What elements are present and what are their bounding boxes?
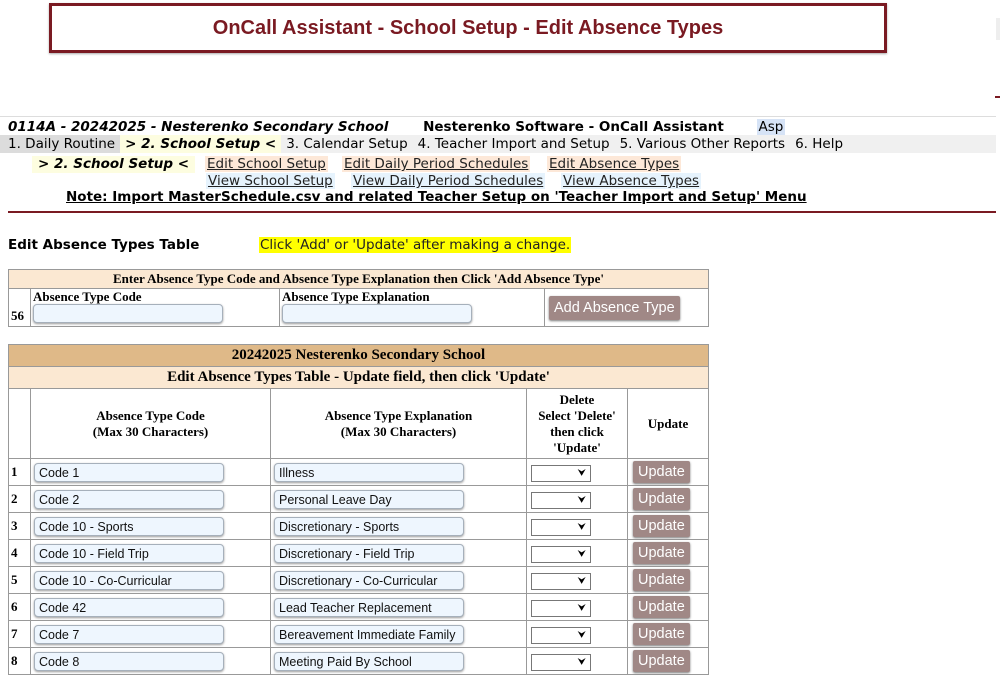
chevron-down-icon: ⮟ [577,629,586,641]
explanation-input[interactable]: Discretionary - Field Trip [274,544,464,563]
row-number: 8 [9,648,31,675]
page-title-box [49,3,887,53]
delete-select[interactable] [531,573,591,590]
add-absence-type-form [8,269,709,327]
row-number: 4 [9,540,31,567]
header-code-line2: (Max 30 Characters) [92,423,209,439]
header-code-line1: Absence Type Code [96,407,205,423]
nav-school-setup[interactable]: > 2. School Setup < [120,135,281,153]
update-button[interactable]: Update [633,569,690,591]
delete-select[interactable] [531,600,591,617]
divider [0,116,996,117]
row-number: 2 [9,486,31,513]
nav-calendar-setup[interactable]: 3. Calendar Setup [286,136,408,152]
divider [8,211,996,213]
update-button[interactable]: Update [633,488,690,510]
row-number: 5 [9,567,31,594]
update-button[interactable]: Update [633,596,690,618]
table-row [9,567,709,594]
table-row [9,459,709,486]
delete-select[interactable] [531,519,591,536]
import-note-link[interactable]: Note: Import MasterSchedule.csv and related Teacher Setup on 'Teacher Import and Setup' Menu [66,189,807,205]
table-row [9,648,709,675]
add-form-caption: Enter Absence Type Code and Absence Type Explanation then Click 'Add Absence Type' [9,270,709,289]
explanation-input[interactable]: Discretionary - Sports [274,517,464,536]
delete-select[interactable] [531,654,591,671]
header-explanation [271,389,527,459]
new-code-input[interactable] [33,304,223,323]
table-row [9,513,709,540]
absence-types-table [8,344,709,675]
header-exp-line1: Absence Type Explanation [324,407,473,423]
update-button[interactable]: Update [633,623,690,645]
link-edit-daily-period-schedules[interactable]: Edit Daily Period Schedules [344,156,529,172]
link-view-daily-period-schedules[interactable]: View Daily Period Schedules [353,173,544,189]
software-name: Nesterenko Software - OnCall Assistant [423,119,724,135]
update-button[interactable]: Update [633,650,690,672]
nav-other-reports[interactable]: 5. Various Other Reports [619,136,786,152]
table-row [9,594,709,621]
chevron-down-icon: ⮟ [577,521,586,533]
subnav-active: > 2. School Setup < [32,156,195,173]
explanation-input[interactable]: Lead Teacher Replacement [274,598,464,617]
header-exp-line2: (Max 30 Characters) [340,423,457,439]
delete-select[interactable] [531,546,591,563]
school-name: 0114A - 20242025 - Nesterenko Secondary School [8,119,389,135]
link-edit-absence-types[interactable]: Edit Absence Types [549,156,680,172]
row-number: 6 [9,594,31,621]
chevron-down-icon: ⮟ [577,602,586,614]
header-update: Update [628,389,709,459]
explanation-input[interactable]: Illness [274,463,464,482]
chevron-down-icon: ⮟ [577,494,586,506]
header-line [8,119,785,135]
link-view-absence-types[interactable]: View Absence Types [563,173,700,189]
row-number: 7 [9,621,31,648]
delete-select[interactable] [531,627,591,644]
code-input[interactable]: Code 10 - Sports [34,517,224,536]
asp-label: Asp [758,119,784,135]
header-delete [527,389,628,459]
divider [995,96,1000,98]
code-input[interactable]: Code 8 [34,652,224,671]
table-row [9,540,709,567]
code-input[interactable]: Code 42 [34,598,224,617]
update-button[interactable]: Update [633,515,690,537]
link-view-school-setup[interactable]: View School Setup [208,173,333,189]
edit-caption: Edit Absence Types Table - Update field, then click 'Update' [9,367,709,389]
explanation-label: Absence Type Explanation [282,289,430,304]
chevron-down-icon: ⮟ [577,548,586,560]
link-edit-school-setup[interactable]: Edit School Setup [207,156,326,172]
add-absence-type-button[interactable]: Add Absence Type [549,296,680,320]
code-input[interactable]: Code 10 - Field Trip [34,544,224,563]
chevron-down-icon: ⮟ [577,467,586,479]
nav-help[interactable]: 6. Help [795,136,844,152]
code-input[interactable]: Code 2 [34,490,224,509]
school-caption: 20242025 Nesterenko Secondary School [9,345,709,367]
row-number: 3 [9,513,31,540]
code-input[interactable]: Code 1 [34,463,224,482]
hint-text: Click 'Add' or 'Update' after making a change. [260,237,571,253]
header-del-line3: then click [550,423,604,439]
header-del-line1: Delete [559,391,595,407]
explanation-input[interactable]: Meeting Paid By School [274,652,464,671]
update-button[interactable]: Update [633,461,690,483]
next-number: 56 [9,289,31,327]
main-nav [0,135,996,153]
explanation-input[interactable]: Personal Leave Day [274,490,464,509]
header-number [9,389,31,459]
header-del-line2: Select 'Delete' [538,407,616,423]
chevron-down-icon: ⮟ [577,575,586,587]
explanation-input[interactable]: Discretionary - Co-Curricular [274,571,464,590]
chevron-down-icon: ⮟ [577,656,586,668]
header-code [31,389,271,459]
nav-teacher-import[interactable]: 4. Teacher Import and Setup [417,136,610,152]
table-row [9,621,709,648]
update-button[interactable]: Update [633,542,690,564]
nav-daily-routine[interactable]: 1. Daily Routine [0,135,120,153]
code-label: Absence Type Code [33,289,142,304]
table-row [9,486,709,513]
code-input[interactable]: Code 7 [34,625,224,644]
section-title: Edit Absence Types Table [8,237,200,253]
header-del-line4: 'Update' [553,439,601,455]
row-number: 1 [9,459,31,486]
delete-select[interactable] [531,465,591,482]
scrollbar-edge [996,18,1000,40]
code-input[interactable]: Code 10 - Co-Curricular [34,571,224,590]
page-title: OnCall Assistant - School Setup - Edit Absence Types [212,16,724,39]
new-explanation-input[interactable] [282,304,472,323]
explanation-input[interactable]: Bereavement Immediate Family [274,625,464,644]
delete-select[interactable] [531,492,591,509]
